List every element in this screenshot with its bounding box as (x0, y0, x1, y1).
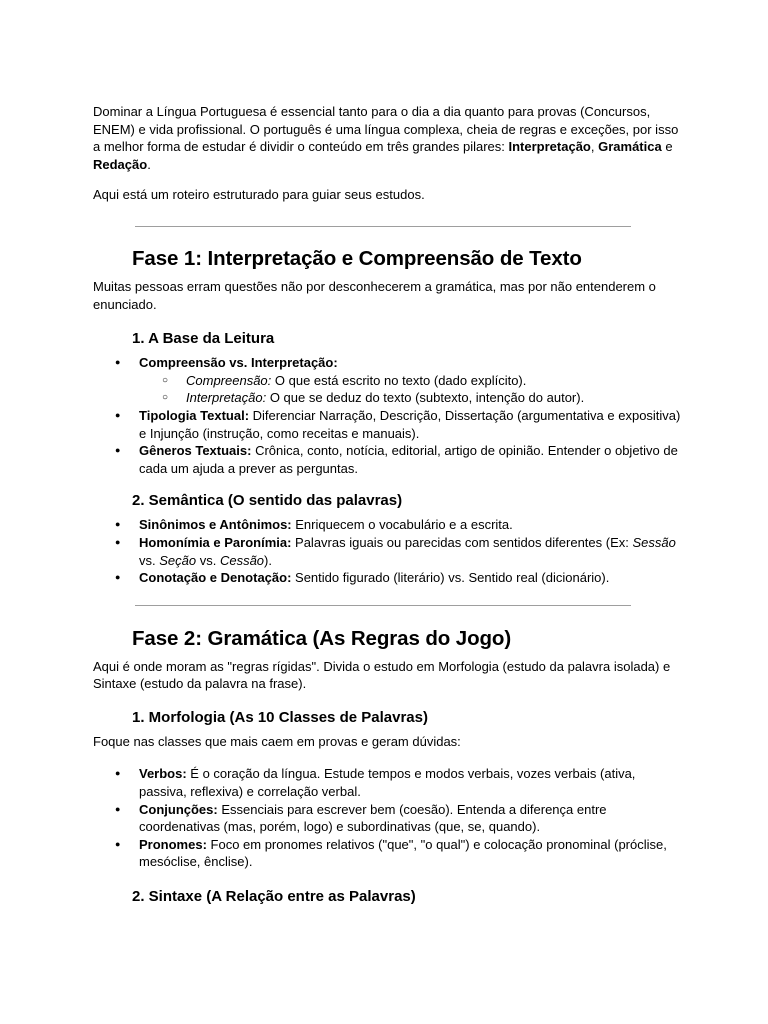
period: . (147, 156, 151, 172)
pillar-redacao: Redação (93, 156, 148, 172)
fase1-lead: Muitas pessoas erram questões não por desconhecerem a gramática, mas por não entenderem o enunciado. (93, 278, 656, 312)
fase1-s1-list (93, 354, 683, 477)
item-text: Diferenciar Narração, Descrição, Dissertação (argumentativa e expositiva) e Injunção (instrução, como receitas e manuais). (139, 407, 681, 441)
fase2-s1-list (93, 765, 683, 871)
item-label: Pronomes: (139, 836, 207, 852)
list-item (139, 765, 683, 800)
item-label: Compreensão vs. Interpretação: (139, 355, 338, 371)
item-text: Crônica, conto, notícia, editorial, artigo de opinião. Entender o objetivo de cada um ajuda a prever as perguntas. (139, 443, 678, 476)
sub-item-text: O que se deduz do texto (subtexto, intenção do autor). (266, 390, 585, 406)
list-item (139, 442, 683, 477)
fase2-s1-lead: Foque nas classes que mais caem em provas e geram dúvidas: (93, 733, 461, 749)
fase1-s2-list (93, 516, 683, 586)
list-item (139, 534, 683, 569)
item-label: Conjunções: (139, 801, 218, 817)
document-page (93, 103, 683, 912)
item-text: Sentido figurado (literário) vs. Sentido real (dicionário). (291, 570, 610, 586)
item-label: Verbos: (139, 766, 187, 782)
separator: , (590, 139, 599, 155)
sub-list-item (186, 372, 683, 390)
fase2-lead: Aqui é onde moram as "regras rígidas". Divida o estudo em Morfologia (estudo da palavra isolada) e Sintaxe (estudo da palavra na frase). (93, 658, 671, 692)
sub-list (139, 372, 683, 407)
sub-item-text: O que está escrito no texto (dado explícito). (271, 372, 527, 388)
sub-item-label: Compreensão: (186, 372, 272, 388)
list-item (139, 516, 683, 534)
example-word: Sessão (632, 534, 676, 550)
list-item (139, 354, 683, 407)
separator: e (661, 139, 673, 155)
list-item (139, 407, 683, 442)
pillar-interpretacao: Interpretação (508, 139, 591, 155)
item-label: Homonímia e Paronímia: (139, 534, 292, 550)
intro-paragraph (93, 103, 683, 173)
item-label: Conotação e Denotação: (139, 570, 292, 586)
fase2-s1-title: 1. Morfologia (As 10 Classes de Palavras) (132, 708, 428, 726)
fase2-s2-title: 2. Sintaxe (A Relação entre as Palavras) (132, 888, 416, 906)
fase1-s2-title: 2. Semântica (O sentido das palavras) (132, 492, 403, 510)
fase1-title: Fase 1: Interpretação e Compreensão de Texto (132, 246, 582, 270)
versus: vs. (139, 552, 160, 568)
intro-text: Dominar a Língua Portuguesa é essencial tanto para o dia a dia quanto para provas (Concursos, ENEM) e vida profissional. O português é uma língua complexa, cheia de regras e exceções, por isso a melhor forma de estudar é dividir o conteúdo em três grandes pilares: (93, 104, 679, 155)
sub-item-label: Interpretação: (186, 390, 267, 406)
item-text: Enriquecem o vocabulário e a escrita. (291, 517, 513, 533)
example-word: Seção (159, 552, 197, 568)
item-label: Tipologia Textual: (139, 407, 250, 423)
fase2-title: Fase 2: Gramática (As Regras do Jogo) (132, 626, 512, 650)
versus: vs. (196, 552, 220, 568)
item-text: Essenciais para escrever bem (coesão). Entenda a diferença entre coordenativas (mas, porém, logo) e subordinativas (que, se, quando). (139, 801, 607, 835)
item-text: É o coração da língua. Estude tempos e modos verbais, vozes verbais (ativa, passiva, reflexiva) e correlação verbal. (139, 766, 636, 800)
list-item (139, 836, 683, 871)
pillar-gramatica: Gramática (598, 139, 662, 155)
fase1-s1-title: 1. A Base da Leitura (132, 330, 275, 348)
list-item (139, 801, 683, 836)
example-word: Cessão (219, 552, 265, 568)
item-text: Foco em pronomes relativos ("que", "o qual") e colocação pronominal (próclise, mesóclise, ênclise). (139, 836, 667, 870)
intro-roadmap: Aqui está um roteiro estruturado para guiar seus estudos. (93, 187, 425, 203)
list-item (139, 569, 683, 587)
item-label: Sinônimos e Antônimos: (139, 517, 292, 533)
item-label: Gêneros Textuais: (139, 443, 252, 459)
sub-list-item (186, 389, 683, 407)
item-end: ). (264, 552, 272, 568)
item-text: Palavras iguais ou parecidas com sentidos diferentes (Ex: (291, 534, 633, 550)
